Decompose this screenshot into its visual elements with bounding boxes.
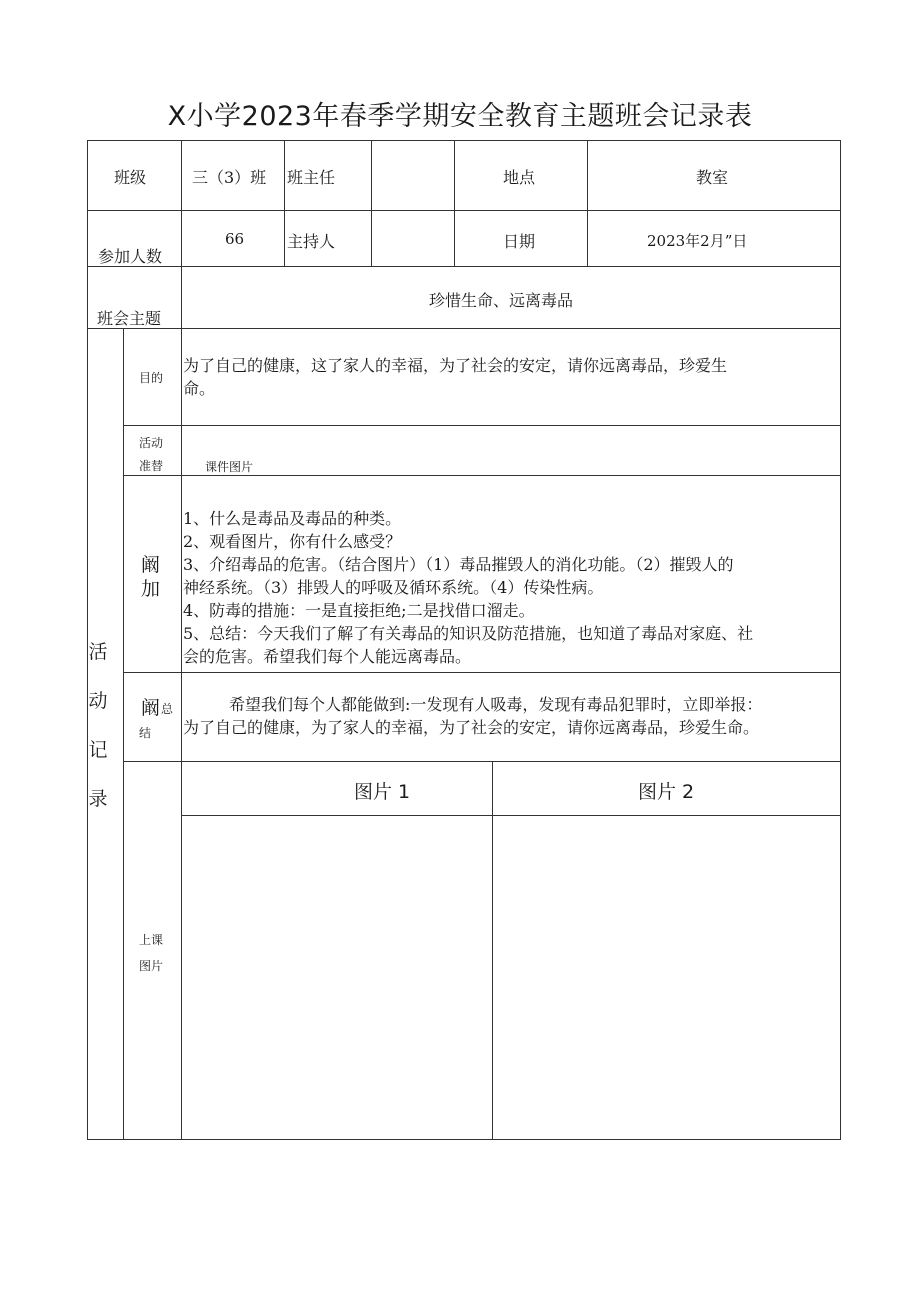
row-divider [123,761,841,762]
photo-label-line-2: 图片 [139,959,164,973]
column-divider [123,328,124,1140]
row-divider [123,672,841,673]
summary-label-small-1: 总 [161,702,174,716]
column-divider [587,140,588,266]
class-label: 班级 [114,168,147,187]
process-line: 2、观看图片，你有什么感受？ [183,532,402,551]
process-text [183,507,753,668]
process-line: 1、什么是毒品及毒品的种类。 [183,509,402,528]
table-border-right [840,140,841,1140]
summary-line: 为了自己的健康，为了家人的幸福，为了社会的安定，请你远离毒品，珍爱生命。 [183,718,760,737]
summary-text [183,693,762,739]
activity-record-char: 记 [88,739,108,761]
date-value: 2023年2月”日 [647,232,748,250]
column-divider [284,140,285,266]
column-divider [181,140,182,328]
teacher-label: 班主任 [287,168,336,187]
row-divider [123,425,841,426]
photo-2-title: 图片 2 [638,781,695,803]
process-line: 神经系统。（3）排毁人的呼吸及循环系统。（4）传染性病。 [183,578,604,597]
row-divider [123,475,841,476]
table-border-bottom [87,1139,841,1140]
purpose-text [183,354,727,400]
summary-label-small-2: 结 [139,726,152,740]
purpose-line: 为了自己的健康，这了家人的幸福，为了社会的安定，请你远离毒品，珍爱生 [183,356,728,375]
activity-record-char: 录 [88,788,108,810]
summary-label-big: 阚 [141,697,161,719]
photo-label-line-1: 上课 [139,933,164,947]
purpose-label: 目的 [139,371,164,385]
row-divider [87,210,841,211]
theme-label: 班会主题 [97,309,162,328]
class-value: 三（3）班 [192,168,267,187]
host-label: 主持人 [287,232,336,251]
table-border-top [87,140,841,141]
attendees-label: 参加人数 [98,247,163,266]
column-divider [371,140,372,266]
location-value: 教室 [696,168,729,187]
prep-value: 课件图片 [205,460,254,474]
photo-2-area [493,816,840,1139]
activity-record-char: 动 [88,690,108,712]
process-label-line-2: 加 [141,578,161,600]
row-divider [87,328,841,329]
activity-record-char: 活 [88,641,108,663]
page-title: X小学2023年春季学期安全教育主题班会记录表 [167,101,753,132]
process-line: 会的危害。希望我们每个人能远离毒品。 [183,647,472,666]
record-table [87,140,841,1140]
summary-line: 希望我们每个人都能做到:一发现有人吸毒，发现有毒品犯罪时，立即举报： [229,695,763,714]
process-line: 3、介绍毒品的危害。（结合图片）（1）毒品摧毁人的消化功能。（2）摧毁人的 [183,555,734,574]
prep-label-line-1: 活动 [139,436,164,450]
row-divider [87,266,841,267]
theme-value: 珍惜生命、远离毒品 [429,291,574,310]
location-label: 地点 [503,168,536,187]
process-line: 4、防毒的措施：一是直接拒绝;二是找借口溜走。 [183,601,535,620]
purpose-line: 命。 [183,379,216,398]
attendees-value: 66 [225,230,245,248]
prep-label-line-2: 准替 [139,459,164,473]
process-line: 5、总结：今天我们了解了有关毒品的知识及防范措施，也知道了毒品对家庭、社 [183,624,754,643]
photo-1-title: 图片 1 [354,781,411,803]
date-label: 日期 [503,232,536,251]
process-label-line-1: 阚 [141,554,161,576]
column-divider [454,140,455,266]
photo-1-area [182,816,492,1139]
